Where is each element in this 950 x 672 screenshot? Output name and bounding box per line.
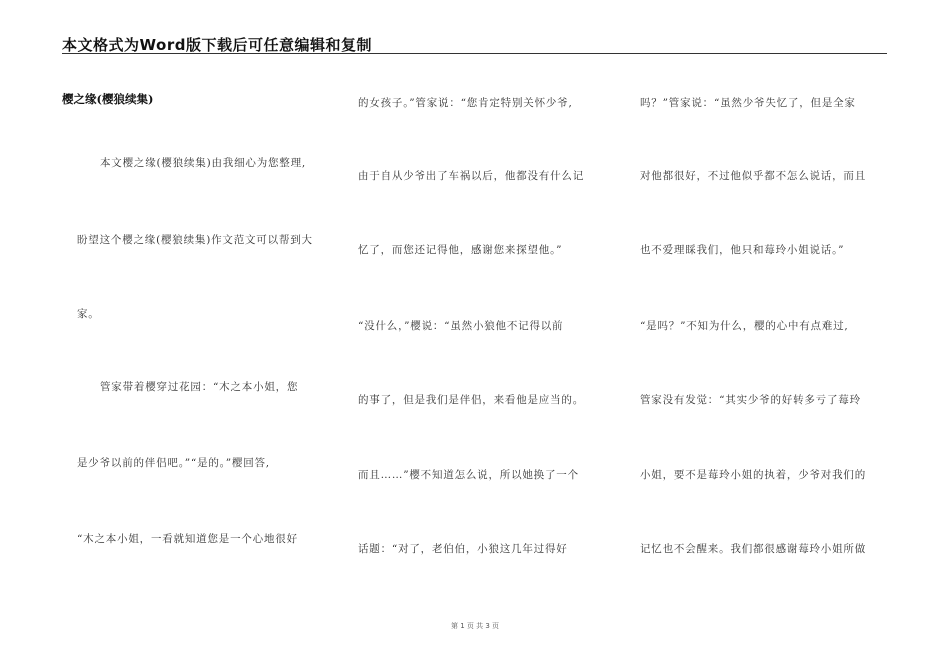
text-line: 是少爷以前的伴侣吧。”“是的。”樱回答,: [77, 457, 270, 469]
document-title: 樱之缘(樱狼续集): [62, 92, 154, 106]
header-divider: [62, 53, 887, 54]
text-line: 的事了，但是我们是伴侣，来看他是应当的。: [358, 394, 584, 406]
text-line: 管家没有发觉：“其实少爷的好转多亏了莓玲: [640, 394, 861, 406]
page-number: 第 1 页 共 3 页: [450, 622, 500, 630]
text-line: 话题：“对了，老伯伯，小狼这几年过得好: [358, 543, 568, 555]
document-header: 本文格式为Word版下载后可任意编辑和复制: [62, 36, 372, 54]
text-line: 而且……”樱不知道怎么说，所以她换了一个: [358, 469, 579, 481]
text-line: 忆了，而您还记得他，感谢您来探望他。”: [358, 244, 563, 256]
text-line: 小姐，要不是莓玲小姐的执着，少爷对我们的: [640, 469, 866, 481]
text-line: 吗？”管家说：“虽然少爷失忆了，但是全家: [640, 97, 856, 109]
text-line: 管家带着樱穿过花园：“木之本小姐，您: [100, 381, 299, 393]
text-line: 也不爱理睬我们，他只和莓玲小姐说话。”: [640, 244, 845, 256]
text-line: “是吗？”不知为什么，樱的心中有点难过,: [640, 320, 849, 332]
text-line: 家。: [77, 308, 100, 320]
text-line: 本文樱之缘(樱狼续集)由我细心为您整理,: [100, 157, 307, 169]
text-line: 的女孩子。”管家说：“您肯定特别关怀少爷,: [358, 97, 573, 109]
text-line: 记忆也不会醒来。我们都很感谢莓玲小姐所做: [640, 543, 866, 555]
text-line: 对他都很好，不过他似乎都不怎么说话，而且: [640, 170, 866, 182]
text-line: 盼望这个樱之缘(樱狼续集)作文范文可以帮到大: [77, 234, 313, 246]
text-line: 由于自从少爷出了车祸以后，他都没有什么记: [358, 170, 584, 182]
text-line: “木之本小姐，一看就知道您是一个心地很好: [77, 533, 298, 545]
text-line: “没什么，”樱说：“虽然小狼他不记得以前: [358, 320, 564, 332]
